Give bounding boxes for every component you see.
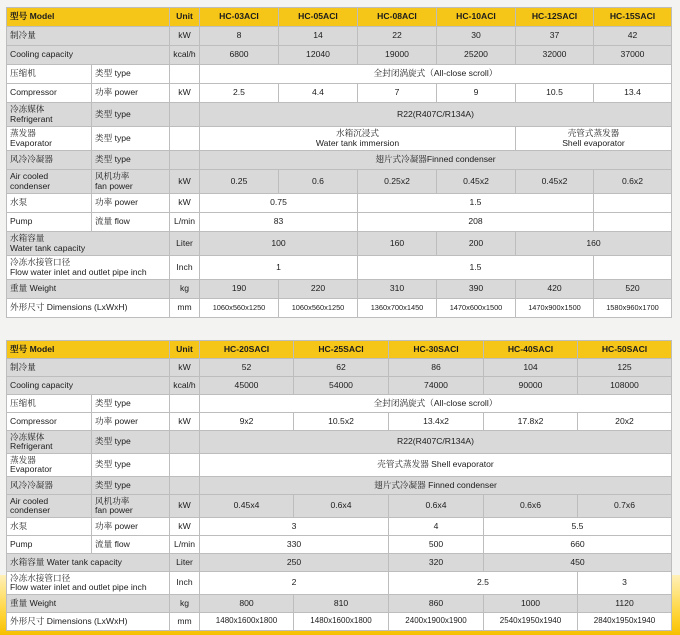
water-tank-en: Water tank immersion xyxy=(315,137,400,148)
value-cell: 4.4 xyxy=(279,84,358,103)
pump-label-en: Pump xyxy=(7,213,92,232)
pump-power-row xyxy=(7,518,672,536)
cooling-label-cn: 制冷量 xyxy=(7,27,170,46)
condenser-label: condenser xyxy=(10,505,51,515)
tank-row xyxy=(7,232,672,256)
compressor-type-value: 全封闭涡旋式（All-close scroll） xyxy=(200,395,672,413)
value-cell xyxy=(594,256,672,280)
unit-cell: kg xyxy=(170,595,200,613)
pipe-label-en: Flow water inlet and outlet pipe inch xyxy=(10,266,147,277)
pipe-label xyxy=(7,572,170,595)
value-cell: 19000 xyxy=(358,46,437,65)
unit-cell: Liter xyxy=(170,554,200,572)
fan-power-label xyxy=(92,170,170,194)
model-name: HC-05ACI xyxy=(279,8,358,27)
value-cell: 1060x560x1250 xyxy=(200,299,279,318)
pump-flow-row xyxy=(7,536,672,554)
value-cell: 52 xyxy=(200,359,294,377)
unit-cell: Liter xyxy=(170,232,200,256)
pump-label-en: Pump xyxy=(7,536,92,554)
value-cell: 54000 xyxy=(294,377,389,395)
value-cell: 310 xyxy=(358,280,437,299)
value-cell: 208 xyxy=(358,213,594,232)
refrigerant-row xyxy=(7,103,672,127)
unit-cell: kcal/h xyxy=(170,377,200,395)
value-cell: 330 xyxy=(200,536,389,554)
evaporator-water-tank xyxy=(200,127,516,151)
weight-label: 重量 Weight xyxy=(7,595,170,613)
value-cell: 9x2 xyxy=(200,413,294,431)
model-label: 型号 Model xyxy=(7,8,170,27)
unit-cell: kW xyxy=(170,27,200,46)
fan-label-cn: 风机功率 xyxy=(95,495,130,506)
unit-cell xyxy=(170,477,200,495)
sub-label: 功率 power xyxy=(92,518,170,536)
evaporator-label-en: Evaporator xyxy=(10,137,53,148)
cooling-label-cn: 制冷量 xyxy=(7,359,170,377)
compressor-label-cn: 压缩机 xyxy=(7,395,92,413)
condenser-label-cn: 风冷冷凝器 xyxy=(7,477,92,495)
fan-label-en: fan power xyxy=(95,180,133,191)
unit-label: Unit xyxy=(170,341,200,359)
spec-table-1 xyxy=(6,7,672,318)
value-cell: 500 xyxy=(389,536,484,554)
value-cell: 25200 xyxy=(437,46,516,65)
cooling-kw-row xyxy=(7,27,672,46)
value-cell: 83 xyxy=(200,213,358,232)
condenser-type-value: 翅片式冷凝器 Finned condenser xyxy=(200,477,672,495)
sub-label: 类型 type xyxy=(92,103,170,127)
value-cell: 104 xyxy=(484,359,578,377)
evaporator-label xyxy=(7,454,92,477)
shell-en: Shell evaporator xyxy=(562,137,625,148)
sub-label: 类型 type xyxy=(92,127,170,151)
tank-label xyxy=(7,232,170,256)
value-cell: 4 xyxy=(389,518,484,536)
unit-cell: kcal/h xyxy=(170,46,200,65)
pump-label-cn: 水泵 xyxy=(7,518,92,536)
model-name: HC-25SACI xyxy=(294,341,389,359)
sub-label: 类型 type xyxy=(92,151,170,170)
sub-label: 类型 type xyxy=(92,454,170,477)
compressor-type-value: 全封闭涡旋式（All-close scroll） xyxy=(200,65,672,84)
weight-label: 重量 Weight xyxy=(7,280,170,299)
water-tank-cn: 水箱沉浸式 xyxy=(336,128,379,139)
condenser-label-en xyxy=(7,170,92,194)
unit-cell: kW xyxy=(170,170,200,194)
value-cell: 100 xyxy=(200,232,358,256)
compressor-label-cn: 压缩机 xyxy=(7,65,92,84)
unit-cell: kW xyxy=(170,84,200,103)
unit-cell: L/min xyxy=(170,213,200,232)
value-cell: 2540x1950x1940 xyxy=(484,613,578,631)
cooling-kcal-row xyxy=(7,377,672,395)
value-cell: 0.6x4 xyxy=(389,495,484,518)
compressor-power-row xyxy=(7,413,672,431)
value-cell: 5.5 xyxy=(484,518,672,536)
dims-label: 外形尺寸 Dimensions (LxWxH) xyxy=(7,613,170,631)
value-cell: 86 xyxy=(389,359,484,377)
unit-cell xyxy=(170,454,200,477)
value-cell: 17.8x2 xyxy=(484,413,578,431)
value-cell: 420 xyxy=(516,280,594,299)
unit-cell xyxy=(170,431,200,454)
sub-label: 功率 power xyxy=(92,413,170,431)
condenser-label-en xyxy=(7,495,92,518)
value-cell: 13.4 xyxy=(594,84,672,103)
evaporator-label xyxy=(7,127,92,151)
value-cell: 22 xyxy=(358,27,437,46)
value-cell: 1.5 xyxy=(358,194,594,213)
value-cell: 3 xyxy=(200,518,389,536)
value-cell: 125 xyxy=(578,359,672,377)
refrigerant-label-en: Refrigerant xyxy=(10,113,53,124)
dims-label: 外形尺寸 Dimensions (LxWxH) xyxy=(7,299,170,318)
fan-label-en: fan power xyxy=(95,505,133,515)
condenser-label-cn: 风冷冷凝器 xyxy=(7,151,92,170)
table1-header-row xyxy=(7,8,672,27)
sub-label: 功率 power xyxy=(92,84,170,103)
pump-power-row xyxy=(7,194,672,213)
dims-row xyxy=(7,299,672,318)
value-cell: 10.5x2 xyxy=(294,413,389,431)
pipe-label-en: Flow water inlet and outlet pipe inch xyxy=(10,582,147,592)
pump-label-cn: 水泵 xyxy=(7,194,92,213)
unit-cell: kW xyxy=(170,413,200,431)
table2-header-row xyxy=(7,341,672,359)
value-cell: 74000 xyxy=(389,377,484,395)
unit-cell: kg xyxy=(170,280,200,299)
unit-cell xyxy=(170,65,200,84)
value-cell: 1470x600x1500 xyxy=(437,299,516,318)
value-cell: 320 xyxy=(389,554,484,572)
value-cell: 2 xyxy=(200,572,389,595)
pipe-row xyxy=(7,256,672,280)
value-cell: 1580x960x1700 xyxy=(594,299,672,318)
cooling-kcal-row xyxy=(7,46,672,65)
sub-label: 类型 type xyxy=(92,431,170,454)
value-cell: 2.5 xyxy=(200,84,279,103)
unit-cell: mm xyxy=(170,613,200,631)
sub-label: 类型 type xyxy=(92,65,170,84)
pipe-row xyxy=(7,572,672,595)
value-cell: 1000 xyxy=(484,595,578,613)
unit-cell: L/min xyxy=(170,536,200,554)
value-cell: 1.5 xyxy=(358,256,594,280)
condenser-type-value: 翅片式冷凝器Finned condenser xyxy=(200,151,672,170)
air-cooled-label: Air cooled xyxy=(10,171,49,182)
value-cell: 190 xyxy=(200,280,279,299)
sub-label: 类型 type xyxy=(92,477,170,495)
unit-cell xyxy=(170,395,200,413)
value-cell: 0.6x6 xyxy=(484,495,578,518)
evaporator-label-cn: 蒸发器 xyxy=(10,128,36,139)
evaporator-row xyxy=(7,454,672,477)
condenser-fan-row xyxy=(7,495,672,518)
unit-cell xyxy=(170,103,200,127)
value-cell: 160 xyxy=(516,232,672,256)
refrigerant-label xyxy=(7,103,92,127)
air-cooled-label: Air cooled xyxy=(10,495,49,506)
unit-cell: Inch xyxy=(170,256,200,280)
unit-cell: mm xyxy=(170,299,200,318)
weight-row xyxy=(7,280,672,299)
refrigerant-label-en: Refrigerant xyxy=(10,441,53,451)
value-cell: 1120 xyxy=(578,595,672,613)
unit-cell xyxy=(170,151,200,170)
sub-label: 功率 power xyxy=(92,194,170,213)
model-name: HC-10ACI xyxy=(437,8,516,27)
fan-label-cn: 风机功率 xyxy=(95,171,130,182)
compressor-type-row xyxy=(7,395,672,413)
value-cell: 13.4x2 xyxy=(389,413,484,431)
tank-label-cn: 水箱容量 xyxy=(10,233,45,244)
condenser-type-row xyxy=(7,477,672,495)
value-cell: 1480x1600x1800 xyxy=(294,613,389,631)
value-cell: 800 xyxy=(200,595,294,613)
refrigerant-value: R22(R407C/R134A) xyxy=(200,431,672,454)
value-cell: 1360x700x1450 xyxy=(358,299,437,318)
compressor-label-en: Compressor xyxy=(7,84,92,103)
shell-cn: 壳管式蒸发器 xyxy=(567,128,620,139)
value-cell: 0.6 xyxy=(279,170,358,194)
value-cell: 220 xyxy=(279,280,358,299)
model-label: 型号 Model xyxy=(7,341,170,359)
value-cell: 660 xyxy=(484,536,672,554)
value-cell: 12040 xyxy=(279,46,358,65)
unit-cell: kW xyxy=(170,359,200,377)
value-cell: 32000 xyxy=(516,46,594,65)
value-cell: 30 xyxy=(437,27,516,46)
refrigerant-label xyxy=(7,431,92,454)
fan-power-label xyxy=(92,495,170,518)
compressor-type-row xyxy=(7,65,672,84)
value-cell: 1470x900x1500 xyxy=(516,299,594,318)
tank-row xyxy=(7,554,672,572)
unit-cell: kW xyxy=(170,495,200,518)
value-cell: 108000 xyxy=(578,377,672,395)
value-cell: 390 xyxy=(437,280,516,299)
model-name: HC-20SACI xyxy=(200,341,294,359)
value-cell: 0.75 xyxy=(200,194,358,213)
value-cell: 37 xyxy=(516,27,594,46)
value-cell: 810 xyxy=(294,595,389,613)
pipe-label-cn: 冷冻水接管口径 xyxy=(10,257,71,268)
value-cell: 160 xyxy=(358,232,437,256)
value-cell: 20x2 xyxy=(578,413,672,431)
value-cell: 42 xyxy=(594,27,672,46)
model-name: HC-50SACI xyxy=(578,341,672,359)
value-cell: 62 xyxy=(294,359,389,377)
model-name: HC-30SACI xyxy=(389,341,484,359)
tank-label: 水箱容量 Water tank capacity xyxy=(7,554,170,572)
value-cell: 200 xyxy=(437,232,516,256)
model-name: HC-40SACI xyxy=(484,341,578,359)
pump-flow-row xyxy=(7,213,672,232)
model-name: HC-03ACI xyxy=(200,8,279,27)
value-cell xyxy=(594,213,672,232)
pipe-label xyxy=(7,256,170,280)
unit-cell xyxy=(170,127,200,151)
unit-label: Unit xyxy=(170,8,200,27)
value-cell: 6800 xyxy=(200,46,279,65)
value-cell: 7 xyxy=(358,84,437,103)
pipe-label-cn: 冷冻水接管口径 xyxy=(10,572,71,583)
value-cell: 37000 xyxy=(594,46,672,65)
value-cell: 0.6x4 xyxy=(294,495,389,518)
unit-cell: Inch xyxy=(170,572,200,595)
value-cell: 450 xyxy=(484,554,672,572)
refrigerant-label-cn: 冷冻媒体 xyxy=(10,104,45,115)
sub-label: 流量 flow xyxy=(92,213,170,232)
sub-label: 类型 type xyxy=(92,395,170,413)
dims-row xyxy=(7,613,672,631)
value-cell: 520 xyxy=(594,280,672,299)
value-cell: 3 xyxy=(578,572,672,595)
value-cell: 10.5 xyxy=(516,84,594,103)
value-cell: 1480x1600x1800 xyxy=(200,613,294,631)
value-cell: 0.7x6 xyxy=(578,495,672,518)
model-name: HC-12SACI xyxy=(516,8,594,27)
value-cell: 1 xyxy=(200,256,358,280)
sub-label: 流量 flow xyxy=(92,536,170,554)
evaporator-label-en: Evaporator xyxy=(10,464,53,474)
value-cell: 9 xyxy=(437,84,516,103)
evaporator-value: 壳管式蒸发器 Shell evaporator xyxy=(200,454,672,477)
cooling-kw-row xyxy=(7,359,672,377)
value-cell: 2.5 xyxy=(389,572,578,595)
compressor-label-en: Compressor xyxy=(7,413,92,431)
evaporator-label-cn: 蒸发器 xyxy=(10,454,36,465)
value-cell: 0.45x2 xyxy=(437,170,516,194)
spec-table-2 xyxy=(6,340,672,631)
condenser-label: condenser xyxy=(10,180,51,191)
condenser-fan-row xyxy=(7,170,672,194)
refrigerant-value: R22(R407C/R134A) xyxy=(200,103,672,127)
cooling-label-en: Cooling capacity xyxy=(7,46,170,65)
model-name: HC-15SACI xyxy=(594,8,672,27)
value-cell: 0.45x2 xyxy=(516,170,594,194)
unit-cell: kW xyxy=(170,518,200,536)
tank-label-en: Water tank capacity xyxy=(10,242,86,253)
condenser-type-row xyxy=(7,151,672,170)
evaporator-row xyxy=(7,127,672,151)
value-cell: 0.45x4 xyxy=(200,495,294,518)
evaporator-shell xyxy=(516,127,672,151)
compressor-power-row xyxy=(7,84,672,103)
value-cell xyxy=(594,194,672,213)
value-cell: 0.25x2 xyxy=(358,170,437,194)
value-cell: 250 xyxy=(200,554,389,572)
model-name: HC-08ACI xyxy=(358,8,437,27)
unit-cell: kW xyxy=(170,194,200,213)
refrigerant-label-cn: 冷冻媒体 xyxy=(10,431,45,442)
value-cell: 860 xyxy=(389,595,484,613)
value-cell: 45000 xyxy=(200,377,294,395)
value-cell: 0.6x2 xyxy=(594,170,672,194)
value-cell: 8 xyxy=(200,27,279,46)
value-cell: 1060x560x1250 xyxy=(279,299,358,318)
value-cell: 2840x1950x1940 xyxy=(578,613,672,631)
value-cell: 0.25 xyxy=(200,170,279,194)
cooling-label-en: Cooling capacity xyxy=(7,377,170,395)
value-cell: 90000 xyxy=(484,377,578,395)
refrigerant-row xyxy=(7,431,672,454)
value-cell: 14 xyxy=(279,27,358,46)
weight-row xyxy=(7,595,672,613)
value-cell: 2400x1900x1900 xyxy=(389,613,484,631)
